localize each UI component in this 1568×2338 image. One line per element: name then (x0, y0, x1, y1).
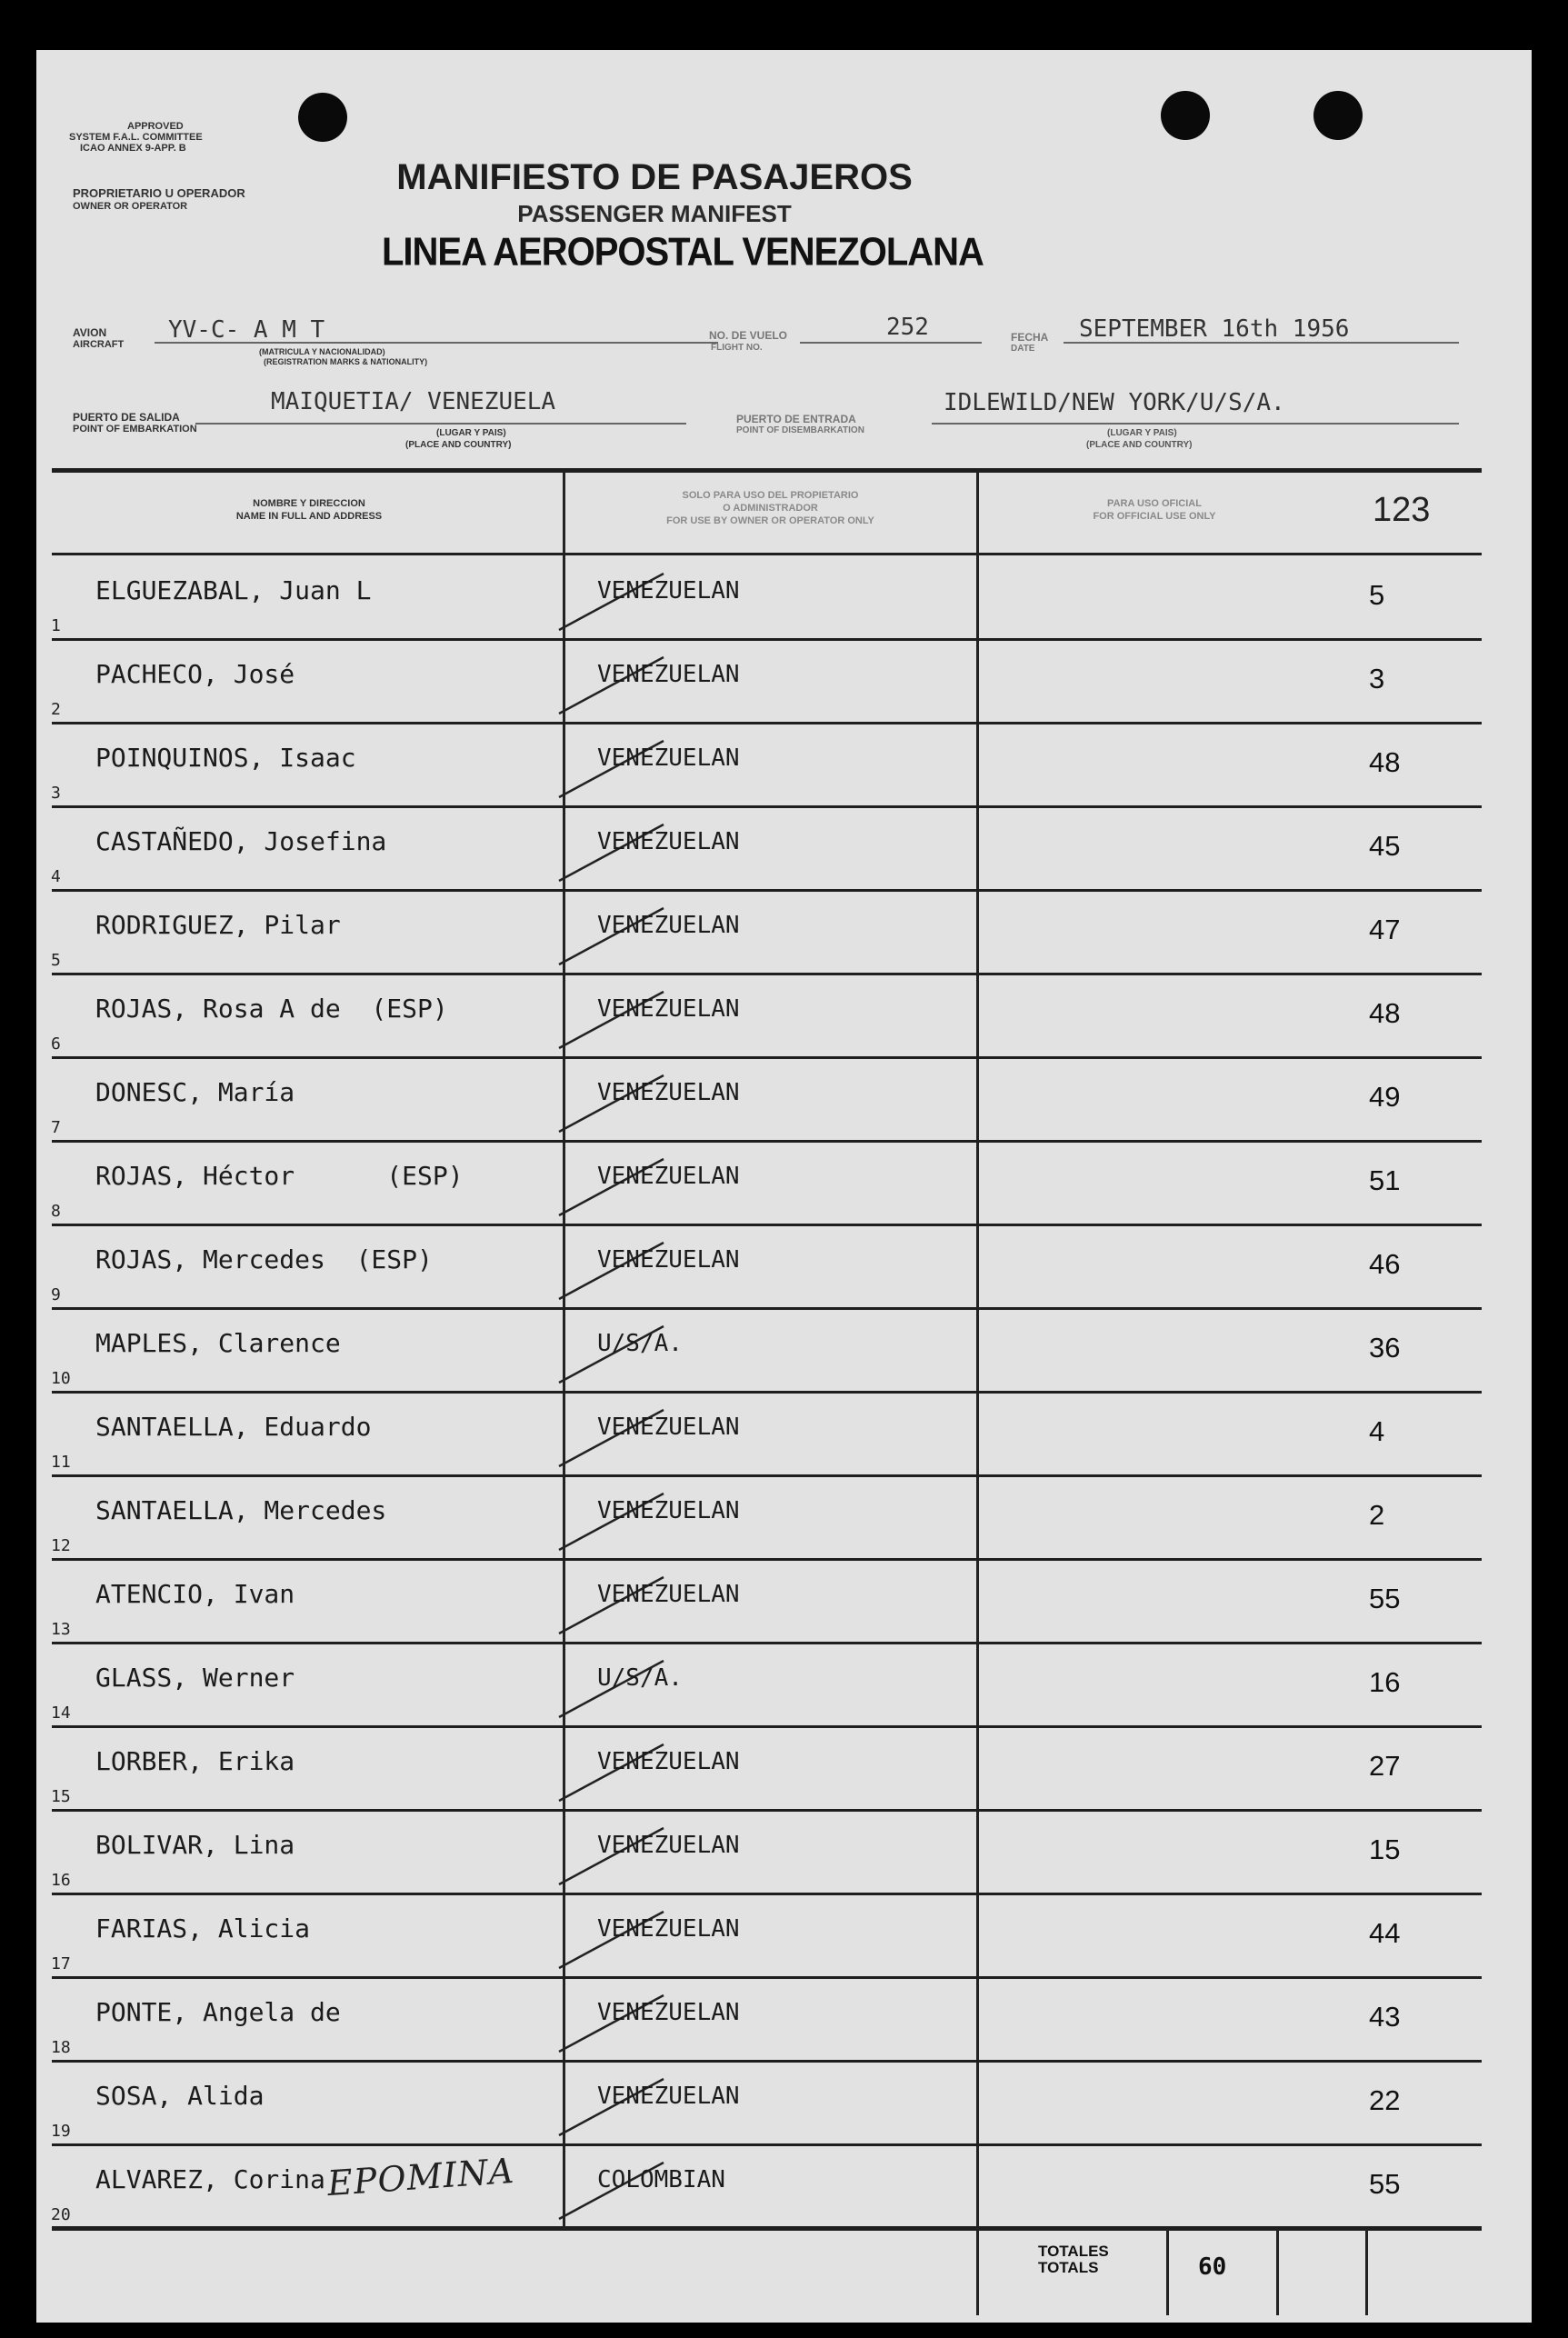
row-number: 16 (51, 1871, 71, 1890)
totals-divider (1166, 2229, 1169, 2315)
aircraft-underline (155, 342, 718, 344)
passenger-age: 43 (1369, 2001, 1401, 2033)
table-row (36, 1643, 1532, 1726)
punch-hole (1161, 91, 1210, 140)
passenger-nationality: VENEZUELAN (597, 1497, 740, 1524)
table-row (36, 1893, 1532, 1977)
passenger-name: POINQUINOS, Isaac (95, 743, 356, 773)
table-row (36, 555, 1532, 639)
table-row (36, 1559, 1532, 1643)
passenger-age: 46 (1369, 1248, 1401, 1280)
row-number: 14 (51, 1704, 71, 1723)
passenger-age: 55 (1369, 1583, 1401, 1614)
passenger-age: 47 (1369, 914, 1401, 945)
passenger-name: PACHECO, José (95, 659, 295, 689)
totals-divider (1365, 2229, 1368, 2315)
title-english: PASSENGER MANIFEST (517, 200, 792, 227)
passenger-age: 36 (1369, 1332, 1401, 1364)
column-header-owner: SOLO PARA USO DEL PROPIETARIO O ADMINISTRADOR FOR USE BY OWNER OR OPERATOR ONLY (666, 490, 874, 526)
column-header-official: PARA USO OFICIAL FOR OFFICIAL USE ONLY (1093, 498, 1216, 522)
row-number: 11 (51, 1453, 71, 1472)
passenger-name: ALVAREZ, Corina (95, 2164, 325, 2194)
passenger-nationality: VENEZUELAN (597, 1832, 740, 1859)
row-number: 10 (51, 1369, 71, 1388)
table-top-rule (52, 468, 1482, 473)
manifest-sheet: APPROVED SYSTEM F.A.L. COMMITTEE ICAO ANNEX 9-APP. B PROPRIETARIO U OPERADOR OWNER OR OPERATOR MANIFIESTO DE PASAJEROS PASSENGER MANIFEST LINEA AEROPOSTAL VENEZOLANA AVION AIRCRAFT YV-C- A M T (MATRICULA Y NACIONALIDAD) (REGISTRATION MARKS & NATIONALITY) NO. DE VUELO FLIGHT NO. 252 FECHA DATE SEPTEMBER 16th 1956 PUERTO DE SALIDA POINT OF EMBARKATION MAIQUETIA/ VENEZUELA (LUGAR Y PAIS) (PLACE AND COUNTRY) PUERTO DE ENTRADA POINT OF DISEMBARKATION IDLEWILD/NEW YORK/U/S/A. (LUGAR Y PAIS) (PLACE AND COUNTRY) NOMBRE Y DIRECCION NAME IN FULL AND ADDRESS SOLO PARA USO DEL PROPIETARIO O ADMINISTRADOR FOR USE BY OWNER OR OPERATOR ONLY PARA USO OFICIAL FOR OFFICIAL USE ONLY 123 1 ELGUEZABAL, Juan L VENEZUELAN 5 2 PACHECO, José VENEZUELAN 3 3 POINQUINOS, Isaac VENEZUELAN 48 4 CASTAÑEDO, Josefina VENEZUELAN 45 5 RODRIGUEZ, Pilar VENEZUELAN 47 6 ROJAS, Rosa A de (ESP) VENEZUELAN 48 7 DONESC, María VENEZUELAN 49 8 ROJAS, Héctor (ESP) VENEZUELAN 51 9 ROJAS, Mercedes (ESP) VENEZUELAN 46 10 MAPLES, Clarence U/S/A. 36 11 SANTAELLA, Eduardo VENEZUELAN 4 12 SANTAELLA, Mercedes VENEZUELAN 2 13 ATENCIO, Ivan VENEZUELAN 55 14 GLASS, Werner U/S/A. 16 15 LORBER, Erika VENEZUELAN 27 16 BOLIVAR, Lina VENEZUELAN 15 17 FARIAS, Alicia VENEZUELAN 44 18 PONTE, Angela de VENEZUELAN 43 19 SOSA, Alida VENEZUELAN 22 20 ALVAREZ, Corina COLOMBIAN 55 EPOMINA TOTALES TOTALS 60 (36, 50, 1532, 2323)
handwritten-note: EPOMINA (325, 2150, 516, 2204)
table-row (36, 974, 1532, 1057)
punch-hole (298, 93, 347, 142)
totals-divider (1276, 2229, 1279, 2315)
passenger-name: CASTAÑEDO, Josefina (95, 826, 387, 856)
passenger-name: FARIAS, Alicia (95, 1913, 311, 1943)
passenger-age: 16 (1369, 1666, 1401, 1698)
passenger-name: DONESC, María (95, 1077, 295, 1107)
table-row (36, 1308, 1532, 1392)
passenger-nationality: VENEZUELAN (597, 1246, 740, 1274)
passenger-age: 45 (1369, 830, 1401, 862)
date-underline (1064, 342, 1459, 344)
passenger-name: BOLIVAR, Lina (95, 1830, 295, 1860)
passenger-nationality: VENEZUELAN (597, 1581, 740, 1608)
punch-hole (1313, 91, 1363, 140)
passenger-nationality: COLOMBIAN (597, 2166, 725, 2193)
passenger-age: 44 (1369, 1917, 1401, 1949)
passenger-name: ROJAS, Héctor (ESP) (95, 1161, 464, 1191)
page-number: 123 (1373, 491, 1431, 529)
passenger-name: GLASS, Werner (95, 1663, 295, 1693)
passenger-name: SANTAELLA, Mercedes (95, 1495, 387, 1525)
table-row (36, 1057, 1532, 1141)
table-row (36, 1392, 1532, 1475)
table-row (36, 2061, 1532, 2144)
row-number: 4 (51, 867, 61, 886)
column-header-name: NOMBRE Y DIRECCION NAME IN FULL AND ADDRESS (235, 498, 383, 522)
row-number: 9 (51, 1285, 61, 1304)
passenger-nationality: U/S/A. (597, 1330, 683, 1357)
passenger-age: 55 (1369, 2168, 1401, 2200)
table-row (36, 2144, 1532, 2228)
passenger-name: ATENCIO, Ivan (95, 1579, 295, 1609)
arrival-underline (932, 423, 1459, 425)
passenger-nationality: VENEZUELAN (597, 1079, 740, 1106)
row-number: 12 (51, 1536, 71, 1555)
totals-value: 60 (1198, 2253, 1227, 2281)
passenger-age: 27 (1369, 1750, 1401, 1782)
row-number: 2 (51, 700, 61, 719)
passenger-nationality: VENEZUELAN (597, 744, 740, 772)
row-number: 7 (51, 1118, 61, 1137)
table-row (36, 1141, 1532, 1224)
passenger-nationality: U/S/A. (597, 1664, 683, 1692)
passenger-age: 15 (1369, 1833, 1401, 1865)
passenger-name: SOSA, Alida (95, 2081, 265, 2111)
passenger-age: 51 (1369, 1164, 1401, 1196)
row-number: 5 (51, 951, 61, 970)
passenger-name: LORBER, Erika (95, 1746, 295, 1776)
airline-name: LINEA AEROPOSTAL VENEZOLANA (382, 229, 984, 275)
passenger-nationality: VENEZUELAN (597, 1748, 740, 1775)
passenger-name: SANTAELLA, Eduardo (95, 1412, 372, 1442)
row-number: 15 (51, 1787, 71, 1806)
table-row (36, 1726, 1532, 1810)
row-number: 6 (51, 1034, 61, 1054)
passenger-name: ELGUEZABAL, Juan L (95, 575, 372, 605)
passenger-nationality: VENEZUELAN (597, 1915, 740, 1943)
passenger-age: 4 (1369, 1415, 1385, 1447)
row-number: 1 (51, 616, 61, 635)
passenger-nationality: VENEZUELAN (597, 1163, 740, 1190)
row-number: 20 (51, 2205, 71, 2224)
passenger-nationality: VENEZUELAN (597, 828, 740, 855)
passenger-name: ROJAS, Rosa A de (ESP) (95, 994, 448, 1024)
row-number: 19 (51, 2122, 71, 2141)
departure-underline (195, 423, 686, 425)
passenger-age: 49 (1369, 1081, 1401, 1113)
passenger-age: 3 (1369, 663, 1385, 694)
passenger-nationality: VENEZUELAN (597, 995, 740, 1023)
table-row (36, 639, 1532, 723)
table-row (36, 1810, 1532, 1893)
passenger-age: 5 (1369, 579, 1385, 611)
passenger-nationality: VENEZUELAN (597, 2083, 740, 2110)
row-number: 17 (51, 1954, 71, 1973)
passenger-name: MAPLES, Clarence (95, 1328, 341, 1358)
table-row (36, 806, 1532, 890)
table-row (36, 1475, 1532, 1559)
passenger-age: 22 (1369, 2084, 1401, 2116)
title-spanish: MANIFIESTO DE PASAJEROS (396, 157, 913, 197)
row-number: 3 (51, 784, 61, 803)
row-number: 8 (51, 1202, 61, 1221)
table-row (36, 890, 1532, 974)
passenger-age: 2 (1369, 1499, 1385, 1531)
passenger-name: PONTE, Angela de (95, 1997, 341, 2027)
passenger-nationality: VENEZUELAN (597, 577, 740, 604)
passenger-age: 48 (1369, 746, 1401, 778)
passenger-name: ROJAS, Mercedes (ESP) (95, 1244, 433, 1274)
passenger-nationality: VENEZUELAN (597, 661, 740, 688)
table-row (36, 1224, 1532, 1308)
passenger-nationality: VENEZUELAN (597, 1414, 740, 1441)
passenger-nationality: VENEZUELAN (597, 912, 740, 939)
totals-label: TOTALES TOTALS (1038, 2243, 1109, 2276)
passenger-age: 48 (1369, 997, 1401, 1029)
passenger-name: RODRIGUEZ, Pilar (95, 910, 341, 940)
row-number: 18 (51, 2038, 71, 2057)
row-number: 13 (51, 1620, 71, 1639)
flight-underline (800, 342, 982, 344)
table-row (36, 1977, 1532, 2061)
table-row (36, 723, 1532, 806)
passenger-nationality: VENEZUELAN (597, 1999, 740, 2026)
